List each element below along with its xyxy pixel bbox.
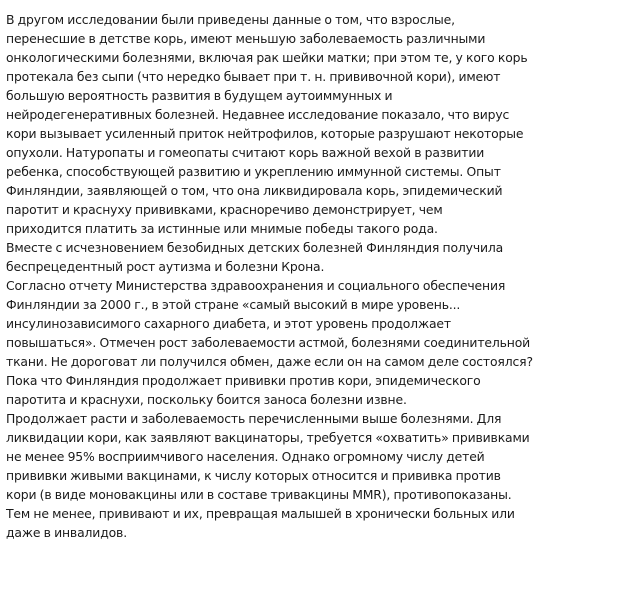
text-line: Финляндии, заявляющей о том, что она ликвидировала корь, эпидемический [6, 183, 503, 198]
text-line: В другом исследовании были приведены данные о том, что взрослые, [6, 12, 455, 27]
text-line: протекала без сыпи (что нередко бывает при т. н. прививочной кори), имеют [6, 69, 501, 84]
text-line: прививки живыми вакцинами, к числу которых относится и прививка против [6, 468, 501, 483]
text-line: Финляндии за 2000 г., в этой стране «самый высокий в мире уровень... [6, 297, 461, 312]
text-line: ликвидации кори, как заявляют вакцинаторы, требуется «охватить» прививками [6, 430, 530, 445]
text-line: инсулинозависимого сахарного диабета, и этот уровень продолжает [6, 316, 451, 331]
document-body [6, 10, 638, 542]
text-line: опухоли. Натуропаты и гомеопаты считают корь важной вехой в развитии [6, 145, 485, 160]
text-line: Тем не менее, прививают и их, превращая малышей в хронически больных или [6, 506, 515, 521]
text-line: Продолжает расти и заболеваемость перечисленными выше болезнями. Для [6, 411, 502, 426]
text-line: ребенка, способствующей развитию и укреплению иммунной системы. Опыт [6, 164, 501, 179]
text-line: перенесшие в детстве корь, имеют меньшую заболеваемость различными [6, 31, 486, 46]
text-line: кори вызывает усиленный приток нейтрофилов, которые разрушают некоторые [6, 126, 524, 141]
text-line: паротит и краснуху прививками, красноречиво демонстрирует, чем [6, 202, 443, 217]
text-line: нейродегенеративных болезней. Недавнее исследование показало, что вирус [6, 107, 510, 122]
text-line: ткани. Не дороговат ли получился обмен, даже если он на самом деле состоялся? [6, 354, 533, 369]
text-line: не менее 95% восприимчивого населения. Однако огромному числу детей [6, 449, 485, 464]
text-line: даже в инвалидов. [6, 525, 127, 540]
text-line: беспрецедентный рост аутизма и болезни Крона. [6, 259, 325, 274]
text-line: Пока что Финляндия продолжает прививки против кори, эпидемического [6, 373, 481, 388]
text-line: большую вероятность развития в будущем аутоиммунных и [6, 88, 393, 103]
text-line: Согласно отчету Министерства здравоохранения и социального обеспечения [6, 278, 506, 293]
text-line: кори (в виде моновакцины или в составе тривакцины MMR), противопоказаны. [6, 487, 512, 502]
text-line: приходится платить за истинные или мнимые победы такого рода. [6, 221, 438, 236]
text-line: Вместе с исчезновением безобидных детских болезней Финляндия получила [6, 240, 504, 255]
text-line: повышаться». Отмечен рост заболеваемости астмой, болезнями соединительной [6, 335, 531, 350]
text-line: паротита и краснухи, поскольку боится заноса болезни извне. [6, 392, 407, 407]
text-line: онкологическими болезнями, включая рак шейки матки; при этом те, у кого корь [6, 50, 528, 65]
